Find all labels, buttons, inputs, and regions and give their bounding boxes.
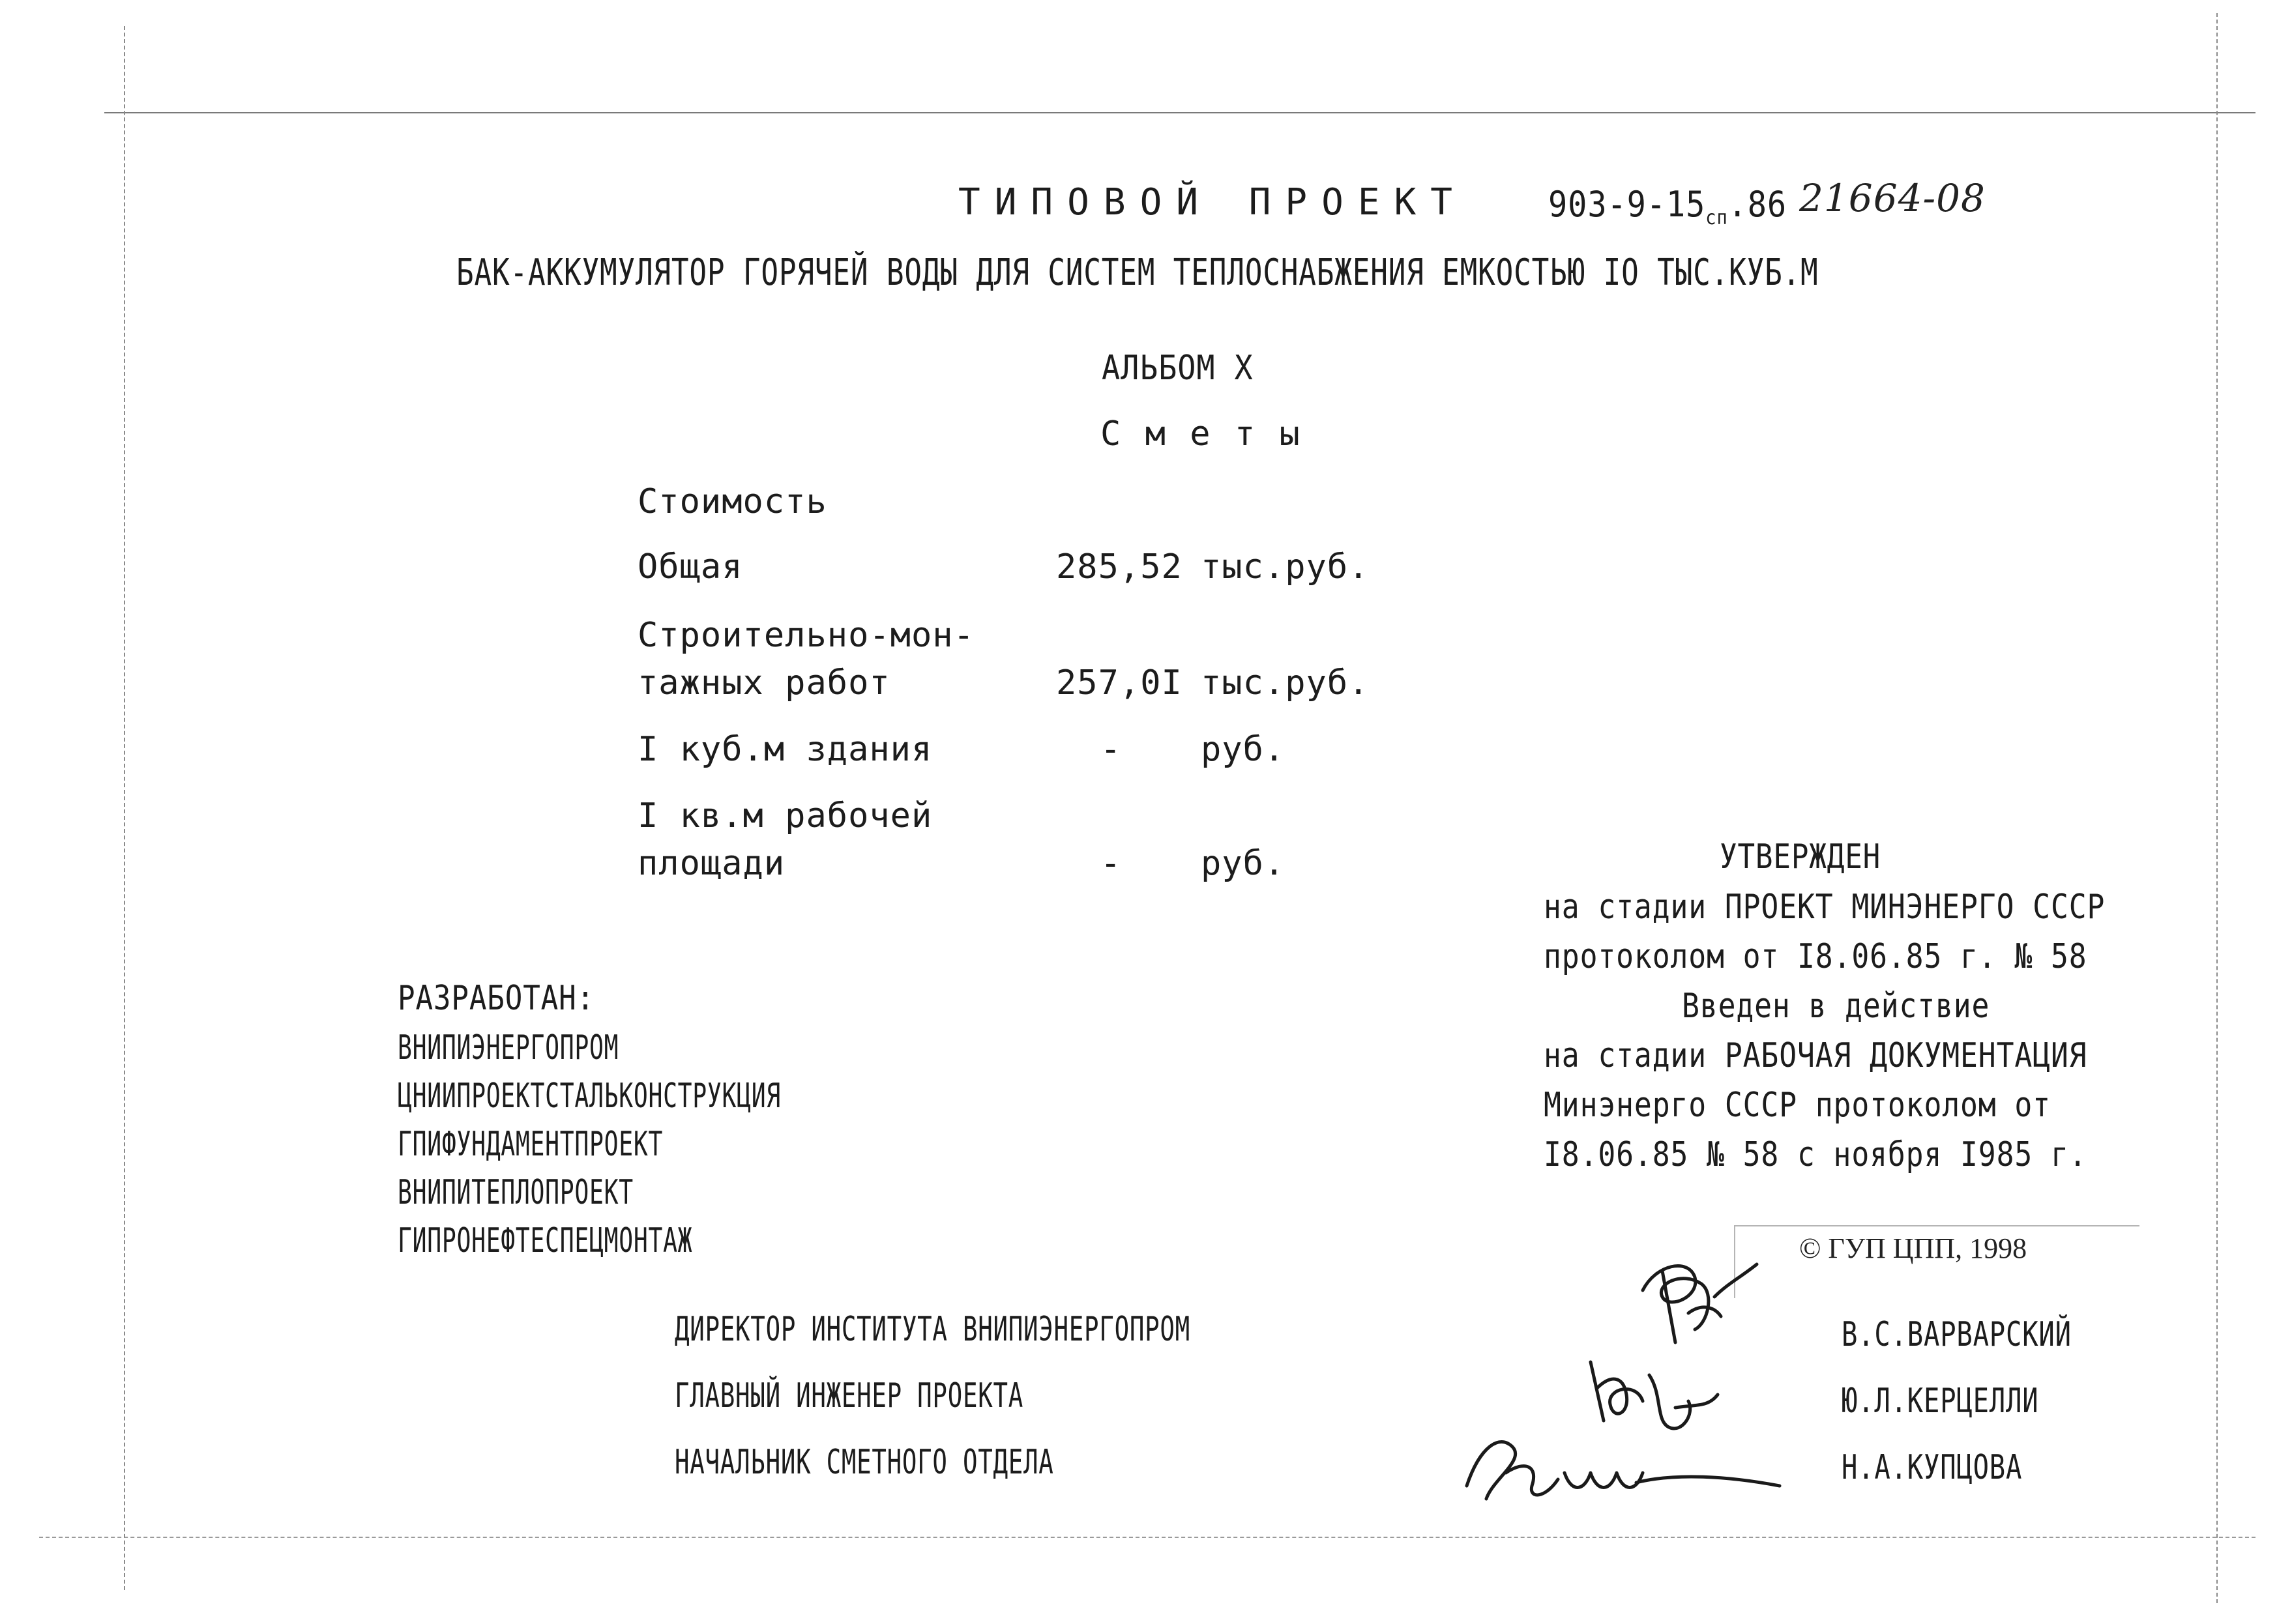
developer-org: ВНИПИТЕПЛОПРОЕКТ bbox=[398, 1173, 634, 1212]
approval-line: Минэнерго СССР протоколом от bbox=[1544, 1086, 2051, 1125]
cost-heading: Стоимость bbox=[638, 482, 827, 521]
signature-director bbox=[1617, 1251, 1767, 1349]
copyright-stamp: © ГУП ЦПП, 1998 bbox=[1799, 1232, 2027, 1264]
approval-line: Введен в действие bbox=[1682, 987, 1990, 1026]
project-label: ТИПОВОЙ ПРОЕКТ bbox=[958, 181, 1467, 224]
approval-line: протоколом от I8.06.85 г. № 58 bbox=[1544, 937, 2087, 976]
developer-org: ЦНИИПРОЕКТСТАЛЬКОНСТРУКЦИЯ bbox=[398, 1077, 781, 1116]
top-border-line bbox=[104, 112, 2255, 113]
approval-line: I8.06.85 № 58 с ноября I985 г. bbox=[1544, 1135, 2087, 1174]
cost-construction-label-1: Строительно-мон- bbox=[638, 616, 975, 655]
project-code bbox=[1548, 184, 1814, 229]
document-title: БАК-АККУМУЛЯТОР ГОРЯЧЕЙ ВОДЫ ДЛЯ СИСТЕМ ТЕПЛОСНАБЖЕНИЯ ЕМКОСТЬЮ IO ТЫС.КУБ.М bbox=[456, 252, 1819, 294]
signatory-name-estimate-head: Н.А.КУПЦОВА bbox=[1842, 1448, 2023, 1487]
handwritten-number: 21664-08 bbox=[1799, 176, 1986, 220]
cost-per-m3-label: I куб.м здания bbox=[638, 730, 933, 769]
cost-per-m2-unit: руб. bbox=[1201, 844, 1286, 883]
developer-org: ГПИФУНДАМЕНТПРОЕКТ bbox=[398, 1125, 664, 1164]
developer-org: ВНИПИЭНЕРГОПРОМ bbox=[398, 1028, 619, 1067]
project-code-year: .86 bbox=[1727, 184, 1787, 225]
section-label: С м е т ы bbox=[1100, 414, 1302, 454]
bottom-border-line bbox=[39, 1537, 2255, 1538]
cost-construction-unit: тыс.руб. bbox=[1201, 663, 1370, 703]
signatory-role-director: ДИРЕКТОР ИНСТИТУТА ВНИПИЭНЕРГОПРОМ bbox=[675, 1310, 1190, 1349]
cost-construction-label-2: тажных работ bbox=[638, 663, 890, 703]
cost-per-m2-value: - bbox=[1100, 844, 1122, 883]
developer-org: ГИПРОНЕФТЕСПЕЦМОНТАЖ bbox=[398, 1221, 693, 1260]
cost-total-value: 285,52 bbox=[1056, 547, 1183, 587]
cost-total-unit: тыс.руб. bbox=[1201, 547, 1370, 587]
cost-per-m3-unit: руб. bbox=[1201, 730, 1286, 769]
signatory-name-director: В.С.ВАРВАРСКИЙ bbox=[1842, 1315, 2072, 1354]
left-border-line bbox=[124, 26, 125, 1590]
cost-per-m3-value: - bbox=[1100, 730, 1122, 769]
album-label: АЛЬБОМ Х bbox=[1102, 349, 1254, 388]
signature-estimate-head bbox=[1454, 1421, 1793, 1518]
signatory-name-chief-engineer: Ю.Л.КЕРЦЕЛЛИ bbox=[1842, 1382, 2039, 1421]
signatory-role-estimate-head: НАЧАЛЬНИК СМЕТНОГО ОТДЕЛА bbox=[675, 1443, 1054, 1482]
cost-total-label: Общая bbox=[638, 547, 743, 587]
right-border-line bbox=[2216, 13, 2218, 1603]
approval-line: на стадии РАБОЧАЯ ДОКУМЕНТАЦИЯ bbox=[1544, 1036, 2087, 1075]
developed-heading: РАЗРАБОТАН: bbox=[398, 979, 595, 1018]
approval-heading: УТВЕРЖДЕН bbox=[1720, 837, 1881, 877]
cost-per-m2-label-1: I кв.м рабочей bbox=[638, 796, 933, 835]
project-code-main: 903-9-15 bbox=[1548, 184, 1706, 225]
cost-per-m2-label-2: площади bbox=[638, 844, 786, 883]
project-code-sub: сп bbox=[1705, 206, 1728, 229]
cost-construction-value: 257,0I bbox=[1056, 663, 1183, 703]
approval-line: на стадии ПРОЕКТ МИНЭНЕРГО СССР bbox=[1544, 888, 2106, 927]
signatory-role-chief-engineer: ГЛАВНЫЙ ИНЖЕНЕР ПРОЕКТА bbox=[675, 1376, 1024, 1415]
